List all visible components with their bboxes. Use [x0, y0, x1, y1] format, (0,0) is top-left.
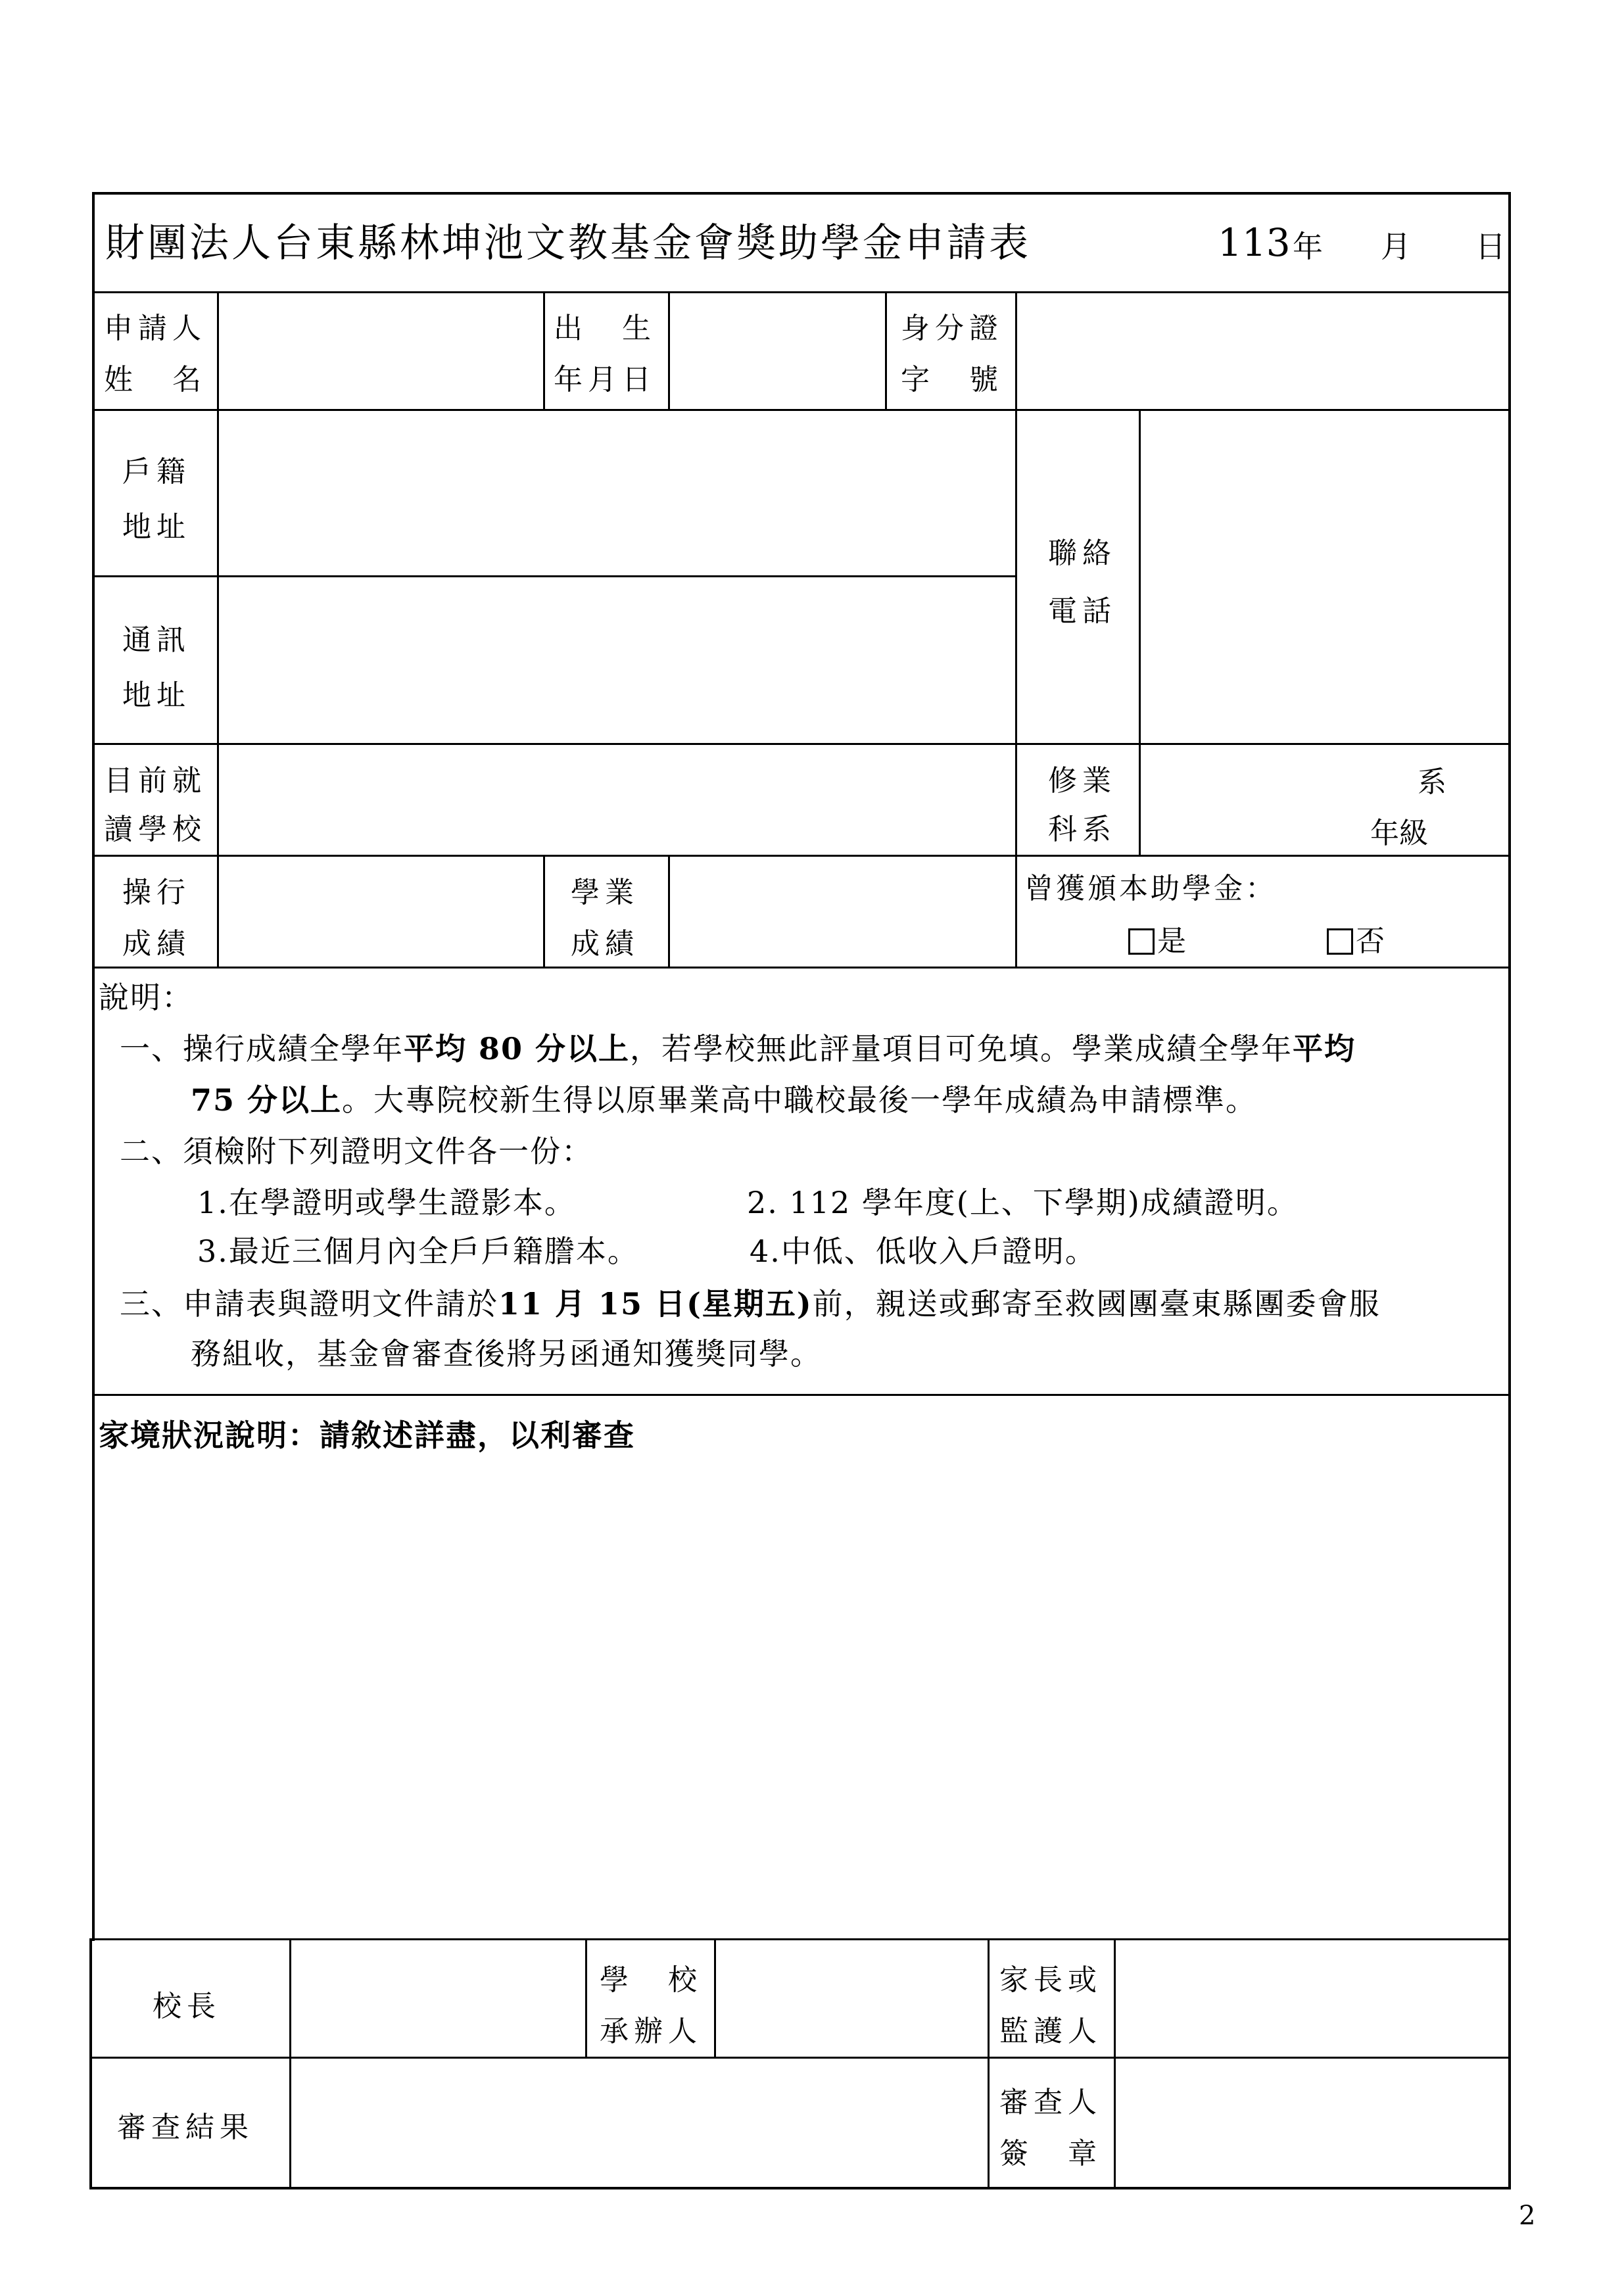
rule-below-mailing — [92, 743, 1511, 745]
birth-label-2: 年月日 — [554, 363, 656, 396]
no-label: 否 — [1356, 924, 1385, 958]
form-year: 113 — [1218, 220, 1291, 265]
household-address-field[interactable] — [220, 412, 1014, 575]
major-label-1: 修業 — [1048, 764, 1116, 798]
v-school-a — [217, 743, 219, 857]
frame-right-lower — [1508, 1940, 1511, 2189]
rule-above-signoff — [89, 1938, 1511, 1940]
household-label-2: 地址 — [122, 510, 191, 544]
v-addr-b — [1015, 409, 1017, 745]
principal-label: 校長 — [153, 1990, 221, 2023]
principal-signature-field[interactable] — [292, 1941, 584, 2055]
academic-score-field[interactable] — [671, 857, 1014, 966]
reviewer-label-1: 審查人 — [999, 2086, 1102, 2119]
rule-below-name — [92, 409, 1511, 411]
grade-unit: 年級 — [1370, 817, 1428, 850]
v-sign-e — [1114, 1938, 1116, 2188]
mailing-address-field[interactable] — [220, 578, 1014, 742]
no-checkbox[interactable] — [1327, 928, 1353, 955]
year-unit: 年 — [1293, 229, 1323, 264]
school-officer-signature-field[interactable] — [717, 1941, 986, 2055]
v-r1-c — [668, 291, 670, 411]
note-1-c: ，若學校無此評量項目可免填。學業成績全學年 — [630, 1031, 1293, 1066]
department-unit: 系 — [1418, 765, 1446, 799]
review-result-field[interactable] — [292, 2059, 986, 2186]
major-label-2: 科系 — [1048, 813, 1116, 846]
frame-bottom — [89, 2187, 1511, 2189]
school-label-2: 讀學校 — [104, 813, 206, 846]
v-grade-c — [668, 855, 670, 969]
school-label-1: 目前就 — [104, 764, 206, 798]
page-number: 2 — [1519, 2201, 1536, 2231]
note-3-line-1 — [120, 1286, 1381, 1322]
rule-mid-signoff — [89, 2057, 1511, 2059]
rule-below-school — [92, 855, 1511, 857]
school-officer-label-2: 承辦人 — [600, 2015, 702, 2048]
note-1-line-1 — [120, 1031, 1356, 1066]
note-1-d: 平均 — [1293, 1031, 1356, 1066]
note-1-line-2 — [191, 1082, 1258, 1118]
note-2-item-1: 1.在學證明或學生證影本。 — [197, 1185, 576, 1220]
contact-label-1: 聯絡 — [1048, 537, 1116, 570]
academic-label-1: 學業 — [571, 876, 639, 909]
v-addr-a — [217, 409, 219, 745]
v-r1-e — [1015, 291, 1017, 411]
note-3-c: 前，親送或郵寄至救國團臺東縣團委會服 — [812, 1286, 1381, 1322]
conduct-label-1: 操行 — [122, 876, 191, 909]
reviewer-label-2: 簽 章 — [999, 2137, 1102, 2170]
applicant-name-label-2: 姓 名 — [104, 363, 206, 396]
major-field[interactable] — [1141, 746, 1507, 854]
review-result-label: 審查結果 — [117, 2111, 254, 2144]
v-school-c — [1139, 743, 1141, 857]
award-no-option[interactable] — [1327, 924, 1385, 958]
v-sign-b — [585, 1938, 587, 2058]
v-addr-c — [1139, 409, 1141, 745]
note-1-b: 平均 80 分以上 — [404, 1031, 631, 1066]
frame-left-lower — [89, 1940, 92, 2189]
mailing-label-2: 地址 — [122, 679, 191, 712]
conduct-label-2: 成績 — [122, 927, 191, 961]
rule-below-title — [92, 291, 1511, 293]
birth-date-field[interactable] — [671, 294, 884, 408]
v-grade-d — [1015, 855, 1017, 969]
v-school-b — [1015, 743, 1017, 857]
month-unit: 月 — [1381, 229, 1411, 264]
note-2-item-3: 3.最近三個月內全戶戶籍謄本。 — [197, 1233, 639, 1269]
v-sign-a — [289, 1938, 291, 2188]
contact-label-2: 電話 — [1048, 594, 1116, 628]
birth-label-1: 出 生 — [554, 312, 656, 345]
note-1-e: 75 分以上 — [191, 1082, 343, 1118]
rule-below-grades — [92, 967, 1511, 969]
note-3-a: 三、申請表與證明文件請於 — [120, 1286, 498, 1322]
v-r1-d — [885, 291, 887, 411]
applicant-name-label-1: 申請人 — [104, 312, 206, 345]
guardian-label-2: 監護人 — [999, 2015, 1102, 2048]
note-2-item-2: 2. 112 學年度(上、下學期)成績證明。 — [747, 1185, 1299, 1220]
id-label-1: 身分證 — [901, 312, 1003, 345]
household-label-1: 戶籍 — [122, 455, 191, 489]
guardian-signature-field[interactable] — [1116, 1941, 1507, 2055]
frame-right-upper — [1508, 192, 1511, 1941]
v-r1-a — [217, 291, 219, 411]
v-r1-b — [543, 291, 545, 411]
award-yes-option[interactable] — [1128, 924, 1186, 958]
note-3-b: 11 月 15 日(星期五) — [498, 1286, 813, 1322]
form-title: 財團法人台東縣林坤池文教基金會獎助學金申請表 — [105, 220, 1031, 266]
guardian-label-1: 家長或 — [999, 1963, 1102, 1997]
id-label-2: 字 號 — [901, 363, 1003, 396]
v-grade-a — [217, 855, 219, 969]
applicant-name-field[interactable] — [220, 294, 542, 408]
v-sign-c — [714, 1938, 716, 2058]
note-2-item-4: 4.中低、低收入戶證明。 — [750, 1233, 1097, 1269]
yes-label: 是 — [1157, 924, 1186, 958]
school-officer-label-1: 學 校 — [600, 1963, 702, 1997]
yes-checkbox[interactable] — [1128, 928, 1155, 955]
note-1-a: 一、操行成績全學年 — [120, 1031, 404, 1066]
contact-phone-field[interactable] — [1141, 412, 1507, 742]
v-grade-b — [543, 855, 545, 969]
day-unit: 日 — [1475, 229, 1506, 264]
academic-label-2: 成績 — [571, 927, 639, 961]
notes-heading: 說明： — [99, 980, 193, 1015]
reviewer-signature-field[interactable] — [1116, 2059, 1507, 2186]
family-description-field[interactable] — [95, 1466, 1507, 1936]
mailing-label-1: 通訊 — [122, 623, 191, 657]
frame-top — [92, 192, 1511, 195]
previous-award-label: 曾獲頒本助學金： — [1024, 872, 1277, 905]
id-number-field[interactable] — [1018, 294, 1507, 408]
conduct-score-field[interactable] — [220, 857, 542, 966]
rule-below-notes — [92, 1394, 1511, 1396]
note-2: 二、須檢附下列證明文件各一份： — [120, 1134, 593, 1169]
school-field[interactable] — [220, 746, 1014, 854]
v-sign-d — [988, 1938, 990, 2188]
rule-below-household — [92, 575, 1016, 577]
note-3-line-2: 務組收，基金會審查後將另函通知獲獎同學。 — [191, 1336, 822, 1372]
family-heading: 家境狀況說明：請敘述詳盡，以利審查 — [99, 1418, 635, 1453]
note-1-f: 。大專院校新生得以原畢業高中職校最後一學年成績為申請標準。 — [342, 1082, 1258, 1118]
